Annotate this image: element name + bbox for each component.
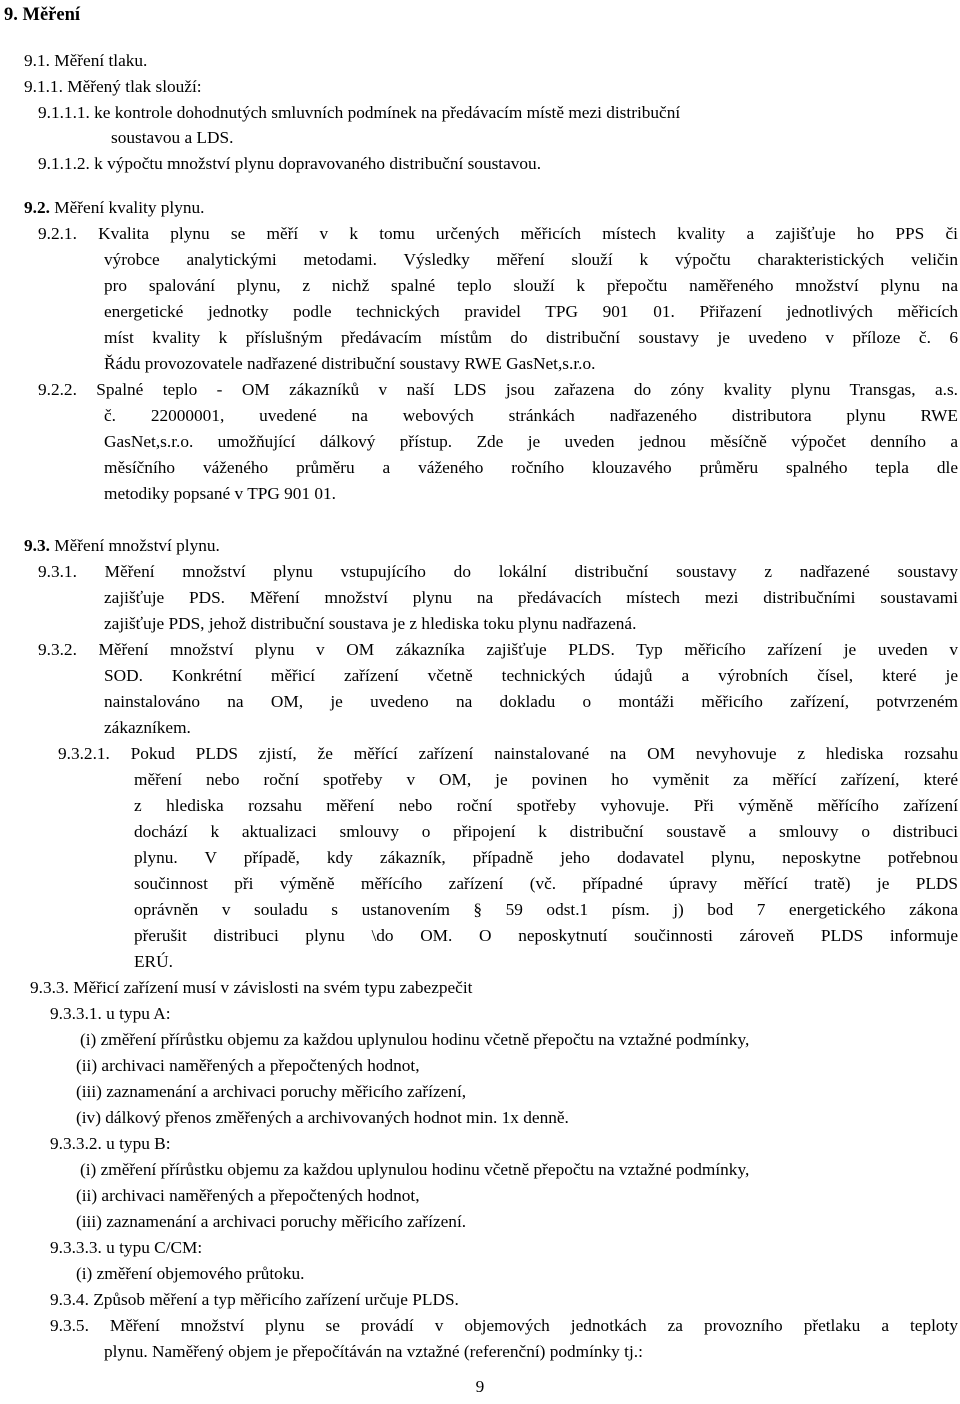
para-9-3-2-1-line8: přerušit distribuci plynu \do OM. O neposkytnutí součinnosti zároveň PLDS informuje: [134, 926, 958, 945]
para-9-3-2-1-line4: dochází k aktualizaci smlouvy o připojení k distribuční soustavě a smlouvy o distribuci: [134, 822, 958, 841]
para-9-3-1-line2: zajišťuje PDS. Měření množství plynu na předávacích místech mezi distribučními soustavami: [104, 588, 958, 607]
section-9-1-title: 9.1. Měření tlaku.: [24, 51, 148, 70]
type-c-item-1: (i) změření objemového průtoku.: [76, 1264, 305, 1283]
para-9-2-2-line4: měsíčního váženého průměru a váženého ročního klouzavého průměru spalného tepla dle: [104, 458, 958, 477]
para-9-2-2-line1: 9.2.2. Spalné teplo - OM zákazníků v naší LDS jsou zařazena do zóny kvality plynu Transgas, a.s.: [38, 380, 958, 399]
section-9-3-number: 9.3.: [24, 536, 50, 555]
para-9-2-1-line2: výrobce analytickými metodami. Výsledky měření slouží k výpočtu charakteristických veličin: [104, 250, 958, 269]
chapter-heading: [4, 2, 80, 28]
para-9-3-2-1-line2: měření nebo roční spotřeby v OM, je povinen ho vyměnit za měřící zařízení, které: [134, 770, 958, 789]
page-number: 9: [475, 1377, 485, 1396]
section-9-3-title: Měření množství plynu.: [54, 536, 220, 555]
para-9-3-2-1-line3: z hlediska rozsahu měření nebo roční spotřeby vyhovuje. Při výměně měřícího zařízení: [134, 796, 958, 815]
para-9-3-2-1-line1: 9.3.2.1. Pokud PLDS zjistí, že měřící zařízení nainstalované na OM nevyhovuje z hlediska rozsahu: [58, 744, 958, 763]
para-9-2-1-line3: pro spalování plynu, z nichž spalné teplo slouží k přepočtu naměřeného množství plynu na: [104, 276, 958, 295]
para-9-3-5-line1: 9.3.5. Měření množství plynu se provádí v objemových jednotkách za provozního přetlaku a teploty: [50, 1316, 958, 1335]
section-9-2-heading: [24, 195, 204, 221]
type-a-item-2: (ii) archivaci naměřených a přepočtených hodnot,: [76, 1056, 420, 1075]
type-a-item-3: (iii) zaznamenání a archivaci poruchy měřicího zařízení,: [76, 1082, 467, 1101]
type-b-heading: 9.3.3.2. u typu B:: [50, 1134, 171, 1153]
para-9-1-1-1-line1: 9.1.1.1. ke kontrole dohodnutých smluvních podmínek na předávacím místě mezi distribuční: [38, 103, 681, 122]
type-c-heading: 9.3.3.3. u typu C/CM:: [50, 1238, 203, 1257]
chapter-title: Měření: [22, 5, 81, 25]
para-9-2-2-line3: GasNet,s.r.o. umožňující dálkový přístup. Zde je uveden jednou měsíčně výpočet denního a: [104, 432, 958, 451]
para-9-2-2-line2: č. 22000001, uvedené na webových stránkách nadřazeného distributora plynu RWE: [104, 406, 958, 425]
para-9-1-1-1-line2: soustavou a LDS.: [111, 128, 234, 147]
para-9-3-2-1-line9: ERÚ.: [134, 952, 173, 971]
type-a-item-1: (i) změření přírůstku objemu za každou uplynulou hodinu včetně přepočtu na vztažné podmínky,: [80, 1030, 750, 1049]
para-9-3-2-1-line6: součinnost při výměně měřícího zařízení (vč. případné úpravy měřící tratě) je PLDS: [134, 874, 958, 893]
para-9-2-1-line6: Řádu provozovatele nadřazené distribuční soustavy RWE GasNet,s.r.o.: [104, 354, 596, 373]
para-9-1-1: 9.1.1. Měřený tlak slouží:: [24, 77, 202, 96]
section-9-2-title: Měření kvality plynu.: [54, 198, 205, 217]
type-a-heading: 9.3.3.1. u typu A:: [50, 1004, 171, 1023]
para-9-3-2-line3: nainstalováno na OM, je uvedeno na dokladu o montáži měřicího zařízení, potvrzeném: [104, 692, 958, 711]
para-9-3-2-1-line7: oprávněn v souladu s ustanovením § 59 odst.1 písm. j) bod 7 energetického zákona: [134, 900, 958, 919]
section-9-2-number: 9.2.: [24, 198, 50, 217]
para-9-3-3: 9.3.3. Měřicí zařízení musí v závislosti na svém typu zabezpečit: [30, 978, 473, 997]
para-9-3-2-line4: zákazníkem.: [104, 718, 191, 737]
para-9-3-2-line2: SOD. Konkrétní měřicí zařízení včetně technických údajů a výrobních čísel, které je: [104, 666, 958, 685]
para-9-3-1-line3: zajišťuje PDS, jehož distribuční soustava je z hlediska toku plynu nadřazená.: [104, 614, 637, 633]
para-9-3-5-line2: plynu. Naměřený objem je přepočítáván na vztažné (referenční) podmínky tj.:: [104, 1342, 643, 1361]
para-9-2-1-line4: energetické jednotky podle technických pravidel TPG 901 01. Přiřazení jednotlivých měřicích: [104, 302, 958, 321]
para-9-3-4: 9.3.4. Způsob měření a typ měřicího zařízení určuje PLDS.: [50, 1290, 459, 1309]
para-9-2-2-line5: metodiky popsané v TPG 901 01.: [104, 484, 337, 503]
para-9-3-1-line1: 9.3.1. Měření množství plynu vstupujícího do lokální distribuční soustavy z nadřazené soustavy: [38, 562, 958, 581]
para-9-2-1-line5: míst kvality k příslušným předávacím místům do distribuční soustavy je uvedeno v příloze č. 6: [104, 328, 958, 347]
type-b-item-2: (ii) archivaci naměřených a přepočtených hodnot,: [76, 1186, 420, 1205]
para-9-3-2-1-line5: plynu. V případě, kdy zákazník, případně jeho dodavatel plynu, neposkytne potřebnou: [134, 848, 958, 867]
chapter-number: 9.: [4, 5, 18, 25]
para-9-2-1-line1: 9.2.1. Kvalita plynu se měří v k tomu určených měřicích místech kvality a zajišťuje ho PPS či: [38, 224, 958, 243]
section-9-3-heading: [24, 533, 220, 559]
type-a-item-4: (iv) dálkový přenos změřených a archivovaných hodnot min. 1x denně.: [76, 1108, 569, 1127]
type-b-item-1: (i) změření přírůstku objemu za každou uplynulou hodinu včetně přepočtu na vztažné podmínky,: [80, 1160, 750, 1179]
type-b-item-3: (iii) zaznamenání a archivaci poruchy měřicího zařízení.: [76, 1212, 467, 1231]
para-9-3-2-line1: 9.3.2. Měření množství plynu v OM zákazníka zajišťuje PLDS. Typ měřicího zařízení je uveden v: [38, 640, 958, 659]
para-9-1-1-2: 9.1.1.2. k výpočtu množství plynu dopravovaného distribuční soustavou.: [38, 154, 542, 173]
